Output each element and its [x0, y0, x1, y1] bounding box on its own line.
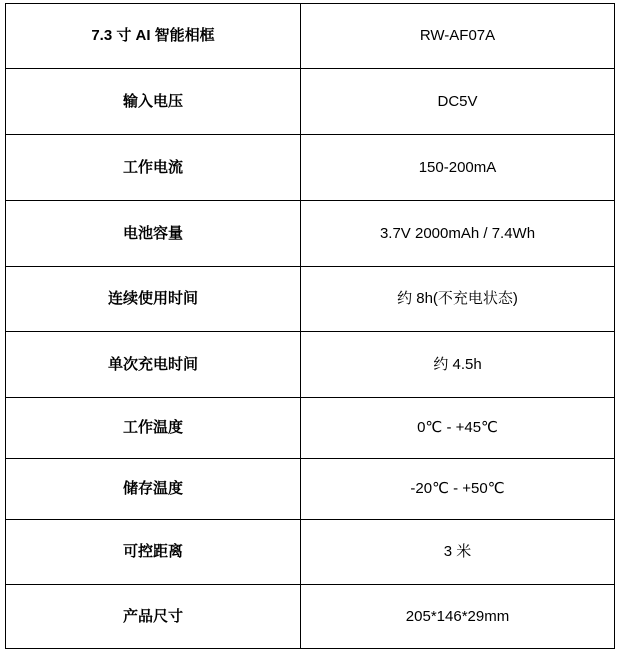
table-row — [6, 459, 615, 520]
table-row — [6, 332, 615, 398]
spec-label: 工作温度 — [6, 398, 301, 459]
spec-label: 储存温度 — [6, 459, 301, 520]
table-row — [6, 4, 615, 69]
spec-value: -20℃ - +50℃ — [301, 459, 615, 520]
spec-table-body — [6, 4, 615, 649]
spec-label: 连续使用时间 — [6, 267, 301, 332]
table-row — [6, 135, 615, 201]
spec-value: 约 4.5h — [301, 332, 615, 398]
spec-label: 工作电流 — [6, 135, 301, 201]
table-row — [6, 267, 615, 332]
spec-value: RW-AF07A — [301, 4, 615, 69]
spec-label: 电池容量 — [6, 201, 301, 267]
table-row — [6, 201, 615, 267]
spec-label: 7.3 寸 AI 智能相框 — [6, 4, 301, 69]
product-spec-table — [5, 3, 615, 649]
spec-value: 3 米 — [301, 520, 615, 585]
table-row — [6, 520, 615, 585]
spec-value: 约 8h(不充电状态) — [301, 267, 615, 332]
spec-label: 可控距离 — [6, 520, 301, 585]
spec-value: DC5V — [301, 69, 615, 135]
spec-value: 205*146*29mm — [301, 585, 615, 649]
table-row — [6, 398, 615, 459]
spec-label: 输入电压 — [6, 69, 301, 135]
table-row — [6, 585, 615, 649]
spec-label: 单次充电时间 — [6, 332, 301, 398]
spec-value: 0℃ - +45℃ — [301, 398, 615, 459]
spec-value: 150-200mA — [301, 135, 615, 201]
spec-value: 3.7V 2000mAh / 7.4Wh — [301, 201, 615, 267]
spec-label: 产品尺寸 — [6, 585, 301, 649]
table-row — [6, 69, 615, 135]
